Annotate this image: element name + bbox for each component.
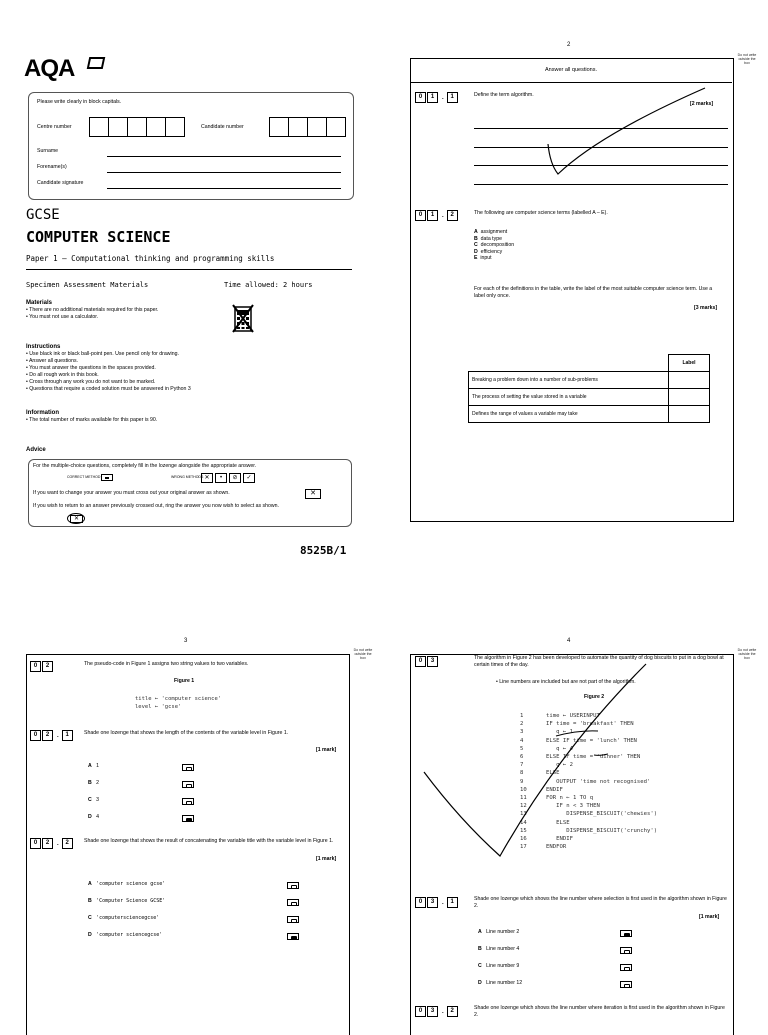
page-number: 3 [184,638,188,644]
marks-label: [1 mark] [316,747,337,753]
code-line: 17 ENDFOR [520,844,567,851]
instruction-item: • Questions that require a coded solution must be answered in Python 3 [26,386,191,392]
marks-label: [2 marks] [690,101,714,107]
definition-cell: Defines the range of values a variable may take [469,405,669,422]
option-row: C 'computersciencegcse' [88,915,160,921]
forenames-line[interactable] [107,172,341,173]
term-item: C decomposition [474,242,515,248]
definition-cell: The process of setting the value stored in a variable [469,388,669,405]
code-line: 6 ELSE IF time = 'dinner' THEN [520,754,641,761]
instruction-item: • You must answer the questions in the spaces provided. [26,365,156,371]
term-item: A assignment [474,229,508,235]
crossed-lozenge-icon: ✕ [305,489,321,499]
handwritten-tick-mark [420,660,650,860]
code-line: 11 FOR n ← 1 TO q [520,795,594,802]
ringed-lozenge-icon: ✕ [67,513,85,524]
answer-lozenge-selected[interactable] [287,933,299,940]
instruction-item: • Do all rough work in this book. [26,372,99,378]
do-not-write-note: Do not write outside the box [353,648,373,660]
marks-label: [3 marks] [694,305,718,311]
question-number-03-2: 0 3 . 2 [415,1006,459,1017]
question-text: For each of the definitions in the table, write the label of the most suitable computer science term. Use a label only once. [474,286,713,299]
code-line: 14 ELSE [520,819,570,826]
answer-lozenge[interactable] [620,947,632,954]
block-caps-note: Please write clearly in block capitals. [37,99,122,105]
code-line: 1 time ← USERINPUT [520,713,600,719]
code-line: 7 q ← 2 [520,762,573,769]
option-row: C Line number 9 [478,963,520,969]
candidate-details-box [28,92,354,200]
title-rule [26,269,352,270]
information-item: • The total number of marks available for this paper is 90. [26,417,158,423]
question-text: The following are computer science terms (labelled A – E). [474,210,608,216]
code-line: 9 OUTPUT 'time not recognised' [520,778,651,785]
option-row: B 'Computer Science GCSE' [88,898,166,904]
code-line: 2 IF time = 'breakfast' THEN [520,721,634,728]
question-number-01-1: 0 1 . 1 [415,92,459,103]
code-line: 4 ELSE IF time = 'lunch' THEN [520,737,637,744]
answer-all-header: Answer all questions. [410,58,732,83]
no-calculator-icon [232,302,254,334]
do-not-write-note: Do not write outside the box [737,53,757,65]
label-answer-cell[interactable] [669,371,710,388]
advice-text: If you want to change your answer you must cross out your original answer as shown. [33,490,230,496]
page-number: 2 [567,42,571,48]
correct-lozenge-icon [101,474,113,481]
option-row: D 4 [88,814,99,820]
paper-title: Paper 1 – Computational thinking and programming skills [26,254,275,263]
specimen-label: Specimen Assessment Materials [26,281,149,289]
option-row: B 2 [88,780,99,786]
question-text: Define the term algorithm. [474,92,534,98]
question-number-02: 0 2 [30,661,54,672]
label-header: Label [669,355,710,372]
code-line: title ← 'computer science' [135,696,222,702]
answer-lozenge[interactable] [287,899,299,906]
surname-label: Surname [37,148,59,154]
handwritten-tick-mark [540,84,710,178]
answer-line[interactable] [474,184,728,185]
candidate-number-boxes[interactable] [269,117,346,137]
answer-lozenge[interactable] [182,781,194,788]
code-line: 3 q ← 1 [520,729,573,736]
option-row: A 'computer science gcse' [88,881,166,887]
wrong-lozenges-icon: ✕ • ⊘ ✓ [201,473,255,483]
logo-flag-icon [87,57,106,69]
definitions-table [468,354,710,423]
page-number: 4 [567,638,571,644]
code-line: level ← 'gcse' [135,704,182,710]
correct-method-label: CORRECT METHOD [67,475,101,479]
answer-lozenge-selected[interactable] [620,930,632,937]
question-text: The algorithm in Figure 2 has been developed to automate the quantity of dog biscuits to put in a dog bowl at certain times of the day. [474,655,724,668]
option-row: D 'computer sciencegcse' [88,932,163,938]
signature-label: Candidate signature [37,180,84,186]
answer-lozenge[interactable] [287,916,299,923]
marks-label: [1 mark] [699,914,720,920]
aqa-logo: AQA [24,55,75,82]
answer-lozenge[interactable] [287,882,299,889]
materials-section [26,300,226,321]
materials-heading: Materials [26,300,53,306]
signature-line[interactable] [107,188,341,189]
answer-lozenge-selected[interactable] [182,815,194,822]
instruction-item: • Cross through any work you do not want to be marked. [26,379,156,385]
answer-lozenge[interactable] [182,798,194,805]
option-row: A 1 [88,763,99,769]
answer-lozenge[interactable] [620,964,632,971]
forenames-label: Forename(s) [37,164,67,170]
advice-box [28,459,352,527]
code-line: 8 ELSE [520,770,560,777]
question-text: The pseudo-code in Figure 1 assigns two string values to two variables. [84,661,249,667]
term-item: D efficiency [474,248,503,255]
question-text: Shade one lozenge that shows the length of the contents of the variable level in Figure 1. [84,730,289,736]
answer-lozenge[interactable] [182,764,194,771]
code-line: 16 ENDIF [520,836,573,843]
answer-lozenge[interactable] [620,981,632,988]
figure-caption: Figure 1 [174,678,195,684]
code-line: 12 IF n < 3 THEN [520,803,600,810]
question-number-02-1: 0 2 . 1 [30,730,74,741]
centre-number-label: Centre number [37,124,72,130]
code-line: 10 ENDIF [520,786,563,793]
code-line: 5 q ← 4 [520,745,573,752]
question-number-01-2: 0 1 . 2 [415,210,459,221]
question-text: Shade one lozenge that shows the result of concatenating the variable title with the variable level in Figure 1. [84,838,334,844]
option-row: C 3 [88,797,99,803]
gcse-heading: GCSE [26,207,60,223]
candidate-number-label: Candidate number [201,124,244,130]
advice-text: For the multiple-choice questions, completely fill in the lozenge alongside the appropriate answer. [33,463,257,469]
question-text: Shade one lozenge which shows the line number where selection is first used in the algorithm shown in Figure 2. [474,896,727,909]
term-item: E input [474,255,492,261]
terms-list [474,229,514,262]
materials-item: • There are no additional materials required for this paper. [26,307,159,313]
term-item: B data type [474,235,502,242]
centre-number-boxes[interactable] [89,117,185,137]
wrong-methods-label: WRONG METHODS [171,475,204,479]
instruction-item: • Answer all questions. [26,358,78,364]
paper-code: 8525B/1 [300,544,347,557]
code-line: 15 DISPENSE_BISCUIT('crunchy') [520,827,658,834]
marks-label: [1 mark] [316,856,337,862]
advice-heading: Advice [26,447,46,453]
instructions-heading: Instructions [26,344,61,350]
instructions-section [26,344,346,393]
bullet-note: • Line numbers are included but are not part of the algorithm. [496,679,636,685]
instruction-item: • Use black ink or black ball-point pen. Use pencil only for drawing. [26,351,179,357]
materials-item: • You must not use a calculator. [26,314,99,320]
definition-cell: Breaking a problem down into a number of sub-problems [469,371,669,388]
label-answer-cell[interactable] [669,405,710,422]
information-heading: Information [26,410,59,416]
question-number-03-1: 0 3 . 1 [415,897,459,908]
question-number-03: 0 3 [415,656,439,667]
label-answer-cell[interactable] [669,388,710,405]
option-row: D Line number 12 [478,980,523,986]
subject-title: COMPUTER SCIENCE [26,228,171,246]
information-section [26,410,346,424]
do-not-write-note: Do not write outside the box [737,648,757,660]
option-row: A Line number 2 [478,929,520,935]
figure-caption: Figure 2 [584,694,605,700]
option-row: B Line number 4 [478,946,520,952]
question-number-02-2: 0 2 . 2 [30,838,74,849]
surname-line[interactable] [107,156,341,157]
question-text: Shade one lozenge which shows the line number where iteration is first used in the algorithm shown in Figure 2. [474,1005,725,1018]
code-line: 13 DISPENSE_BISCUIT('chewies') [520,811,658,818]
advice-text: If you wish to return to an answer previously crossed out, ring the answer you now wish to select as shown. [33,503,279,509]
time-allowed: Time allowed: 2 hours [224,281,313,289]
